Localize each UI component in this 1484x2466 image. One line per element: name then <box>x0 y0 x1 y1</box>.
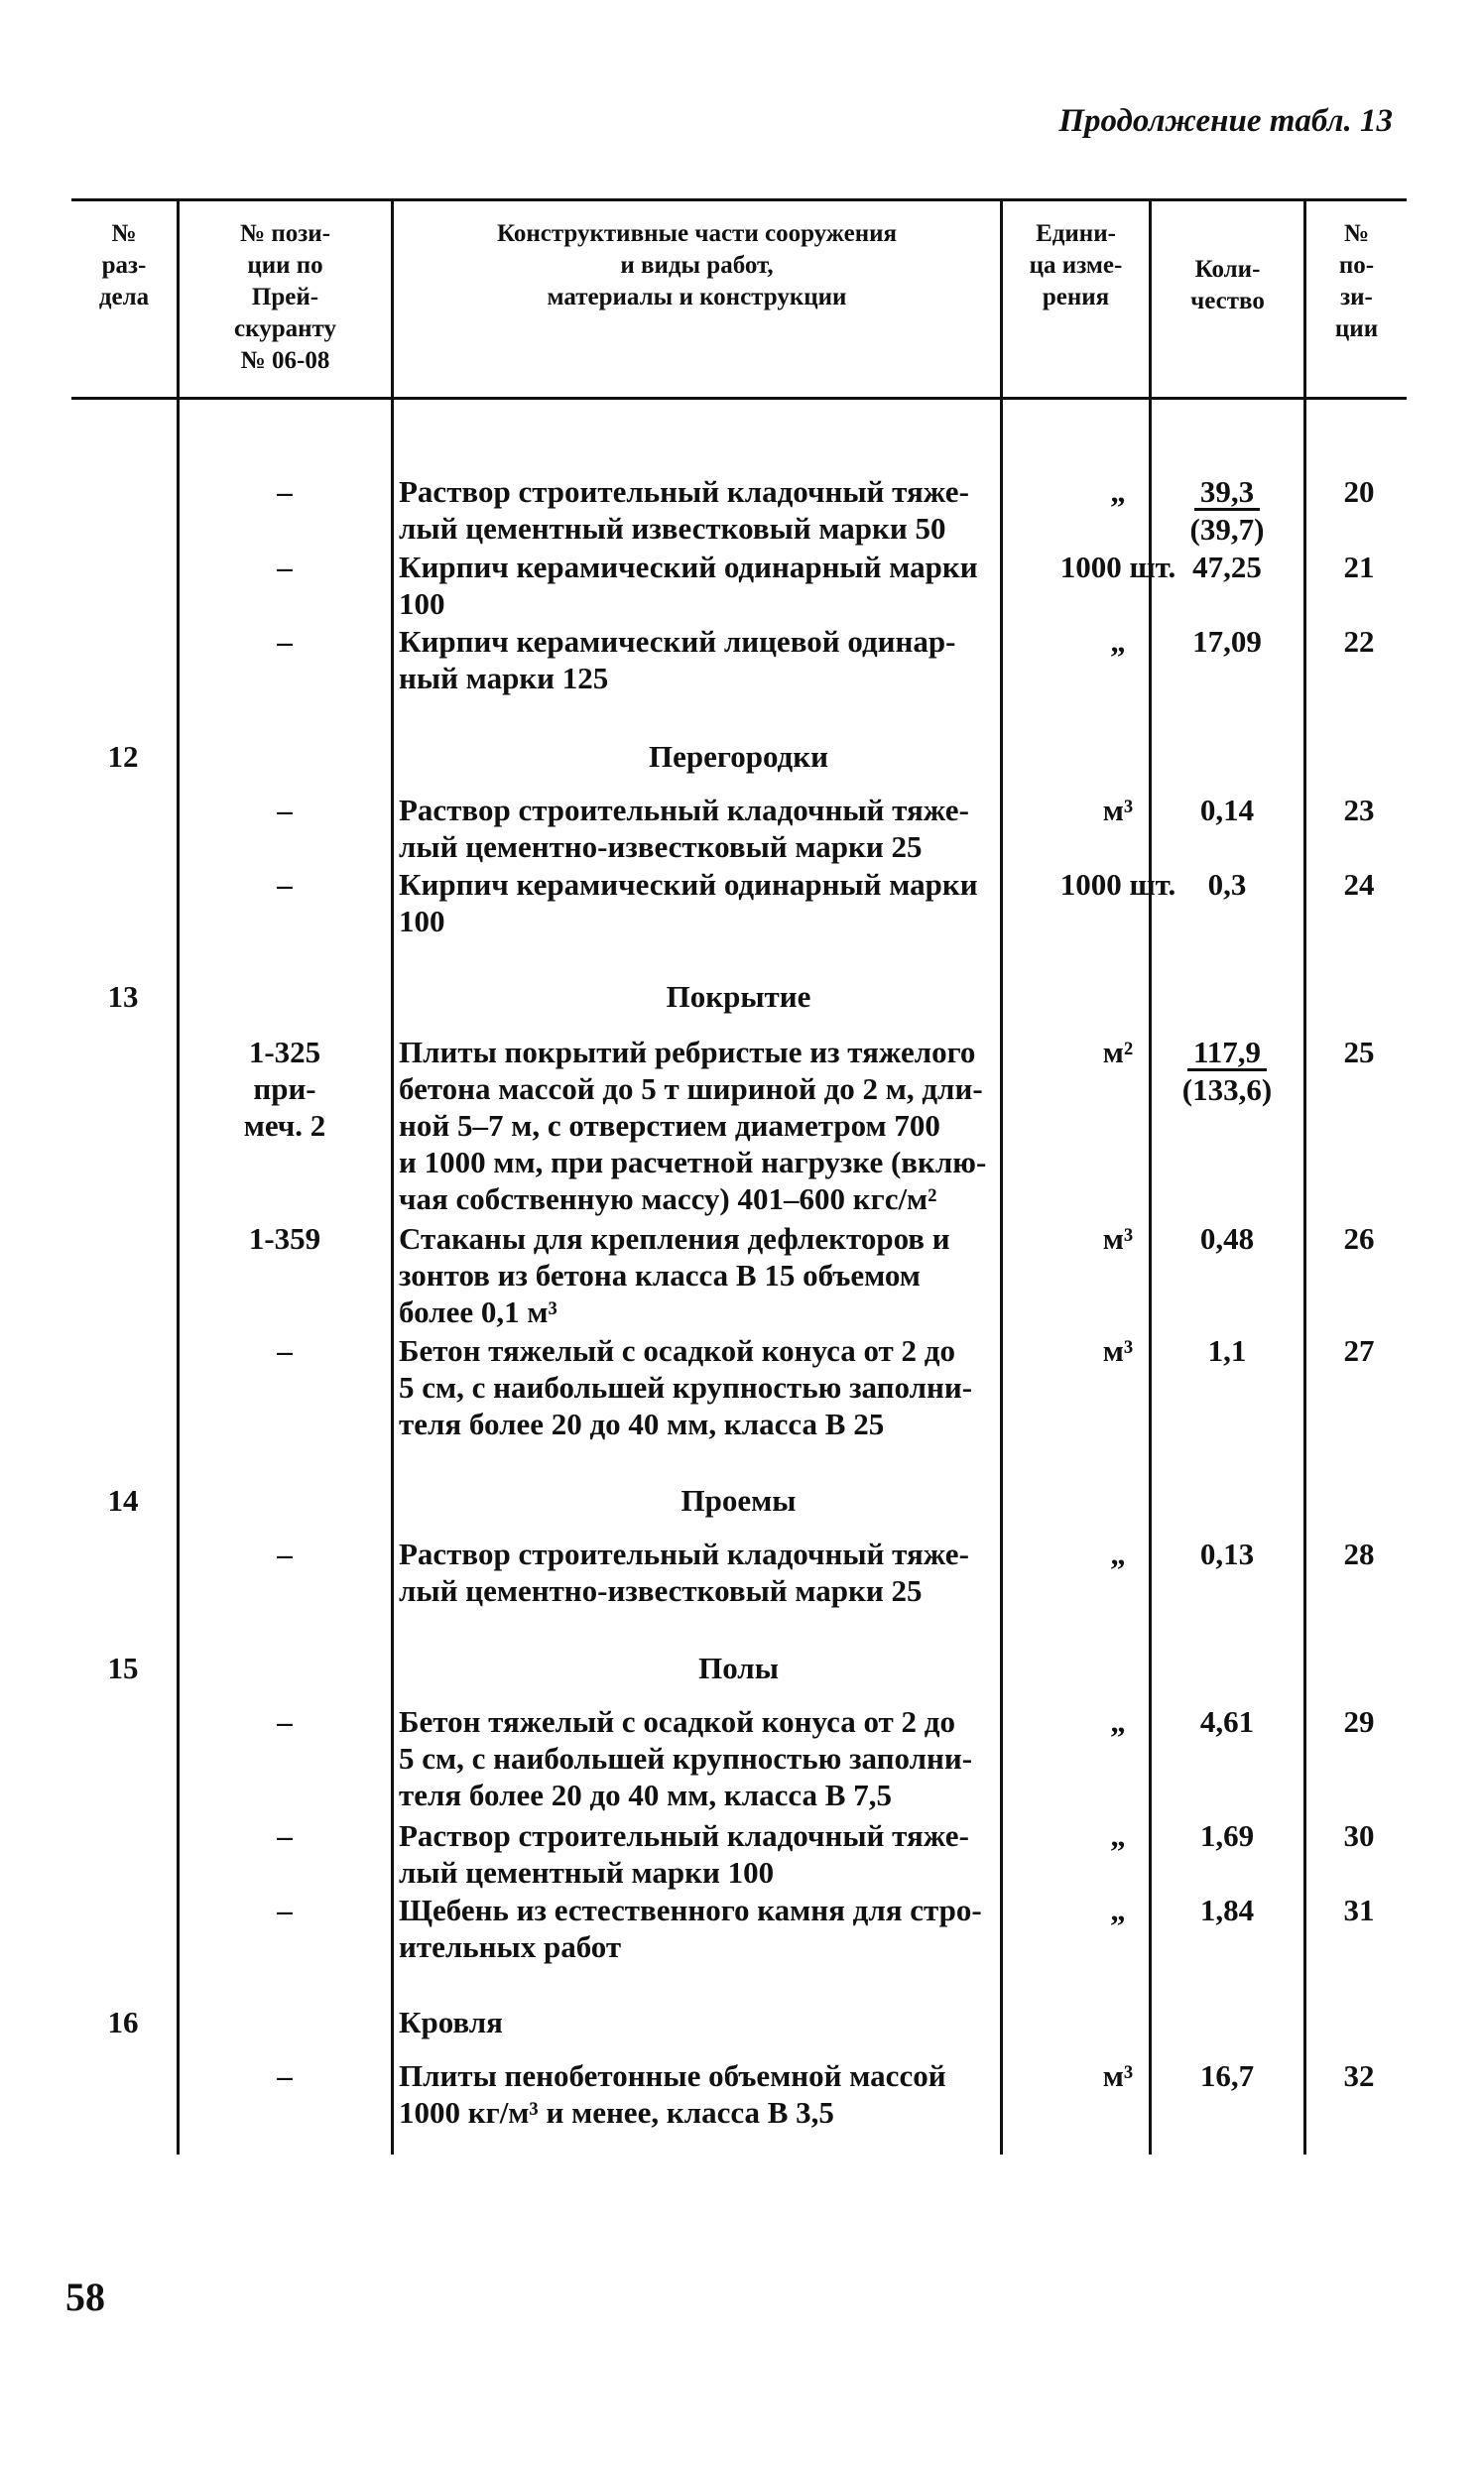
item-quantity: 0,13 <box>1199 1537 1255 1571</box>
price-position: – <box>277 624 293 659</box>
header-price-position: № пози- ции по Прей- скуранту № 06-08 <box>234 220 336 374</box>
item-description: Бетон тяжелый с осадкой конуса от 2 до 5 см, с наибольшей крупностью заполни- теля более 20 до 40 мм, класса В 25 <box>399 1333 973 1441</box>
item-quantity: 16,7 <box>1199 2058 1255 2093</box>
item-description: Кирпич керамический одинарный марки 100 <box>399 867 978 938</box>
position-number: 21 <box>1343 550 1375 584</box>
table-header-rule <box>71 397 1407 400</box>
quantity-value: 39,3 <box>1194 475 1260 511</box>
item-unit: „ <box>1110 1893 1126 1927</box>
header-work-description: Конструктивные части сооружения и виды работ, материалы и конструкции <box>496 220 898 310</box>
item-quantity: 1,1 <box>1207 1333 1247 1368</box>
price-position: 1-325 при- меч. 2 <box>243 1035 326 1143</box>
estimate-table <box>71 198 1407 2155</box>
item-quantity: 1,84 <box>1199 1893 1255 1927</box>
item-description: Щебень из естественного камня для стро- ительных работ <box>399 1893 982 1964</box>
section-number: 15 <box>107 1651 139 1685</box>
column-divider <box>177 200 180 2155</box>
position-number: 26 <box>1343 1221 1375 1256</box>
section-title: Покрытие <box>666 979 811 1014</box>
position-number: 23 <box>1343 793 1375 827</box>
position-number: 30 <box>1343 1818 1375 1853</box>
item-description: Плиты пенобетонные объемной массой 1000 кг/м³ и менее, класса В 3,5 <box>399 2058 946 2130</box>
price-position: – <box>277 793 293 827</box>
column-divider <box>1303 200 1306 2155</box>
item-description: Бетон тяжелый с осадкой конуса от 2 до 5 см, с наибольшей крупностью заполни- теля более 20 до 40 мм, класса В 7,5 <box>399 1704 973 1812</box>
item-unit: 1000 шт. <box>1059 550 1176 584</box>
item-description: Раствор строительный кладочный тяже- лый цементный марки 100 <box>399 1818 969 1890</box>
item-description: Стаканы для крепления дефлекторов и зонтов из бетона класса В 15 объемом более 0,1 м³ <box>399 1221 950 1329</box>
item-unit: „ <box>1110 474 1126 509</box>
position-number: 20 <box>1343 474 1375 509</box>
price-position: – <box>277 1537 293 1571</box>
item-description: Раствор строительный кладочный тяже- лый цементно-известковый марки 25 <box>399 793 969 864</box>
section-title: Полы <box>698 1651 779 1685</box>
price-position: – <box>277 474 293 509</box>
header-quantity: Коли- чество <box>1190 256 1265 314</box>
price-position: – <box>277 550 293 584</box>
item-quantity: 0,14 <box>1199 793 1255 827</box>
price-position: – <box>277 2058 293 2093</box>
position-number: 32 <box>1343 2058 1375 2093</box>
item-unit: м³ <box>1102 793 1134 827</box>
item-unit: м³ <box>1102 1221 1134 1256</box>
item-description: Раствор строительный кладочный тяже- лый цементный известковый марки 50 <box>399 474 969 546</box>
table-continuation-label: Продолжение табл. 13 <box>1058 103 1393 139</box>
page-number: 58 <box>65 2275 105 2319</box>
item-unit: м² <box>1102 1035 1134 1069</box>
item-quantity: 0,3 <box>1207 867 1247 902</box>
item-unit: „ <box>1110 624 1126 659</box>
price-position: – <box>277 1818 293 1853</box>
item-unit: „ <box>1110 1704 1126 1739</box>
table-top-rule <box>71 198 1407 201</box>
item-quantity: 4,61 <box>1199 1704 1255 1739</box>
price-position: – <box>277 1333 293 1368</box>
position-number: 25 <box>1343 1035 1375 1069</box>
column-divider <box>391 200 394 2155</box>
section-title: Кровля <box>399 2005 503 2039</box>
item-quantity <box>1153 1034 1301 1108</box>
position-number: 28 <box>1343 1537 1375 1571</box>
quantity-alt-value: (39,7) <box>1189 512 1265 547</box>
price-position: – <box>277 867 293 902</box>
position-number: 22 <box>1343 624 1375 659</box>
position-number: 29 <box>1343 1704 1375 1739</box>
item-quantity <box>1153 473 1301 548</box>
item-quantity: 47,25 <box>1192 550 1262 584</box>
section-title: Перегородки <box>649 739 828 774</box>
price-position: – <box>277 1704 293 1739</box>
quantity-alt-value: (133,6) <box>1181 1072 1273 1107</box>
position-number: 27 <box>1343 1333 1375 1368</box>
price-position: – <box>277 1893 293 1927</box>
price-position: 1-359 <box>248 1221 321 1256</box>
item-description: Кирпич керамический лицевой одинар- ный марки 125 <box>399 624 956 695</box>
item-quantity: 17,09 <box>1192 624 1262 659</box>
item-quantity: 1,69 <box>1199 1818 1255 1853</box>
header-section-number: № раз- дела <box>98 220 150 310</box>
item-description: Кирпич керамический одинарный марки 100 <box>399 550 978 621</box>
header-unit: Едини- ца изме- рения <box>1029 220 1123 310</box>
position-number: 31 <box>1343 1893 1375 1927</box>
item-unit: „ <box>1110 1537 1126 1571</box>
position-number: 24 <box>1343 867 1375 902</box>
item-unit: „ <box>1110 1818 1126 1853</box>
item-unit: м³ <box>1102 1333 1134 1368</box>
quantity-value: 117,9 <box>1187 1036 1267 1071</box>
item-unit: м³ <box>1102 2058 1134 2093</box>
item-unit: 1000 шт. <box>1059 867 1176 902</box>
item-description: Раствор строительный кладочный тяже- лый цементно-известковый марки 25 <box>399 1537 969 1608</box>
section-number: 14 <box>107 1483 139 1518</box>
section-title: Проемы <box>680 1483 797 1518</box>
item-quantity: 0,48 <box>1199 1221 1255 1256</box>
section-number: 12 <box>107 739 139 774</box>
section-number: 13 <box>107 979 139 1014</box>
item-description: Плиты покрытий ребристые из тяжелого бетона массой до 5 т шириной до 2 м, дли- ной 5–7 м, с отверстием диаметром 700 и 1000 мм, при расчетной нагрузке (вклю- чая собственную массу) 401–600 кгс/м² <box>399 1035 987 1216</box>
section-number: 16 <box>107 2005 139 2039</box>
header-position-number: № по- зи- ции <box>1334 220 1379 342</box>
